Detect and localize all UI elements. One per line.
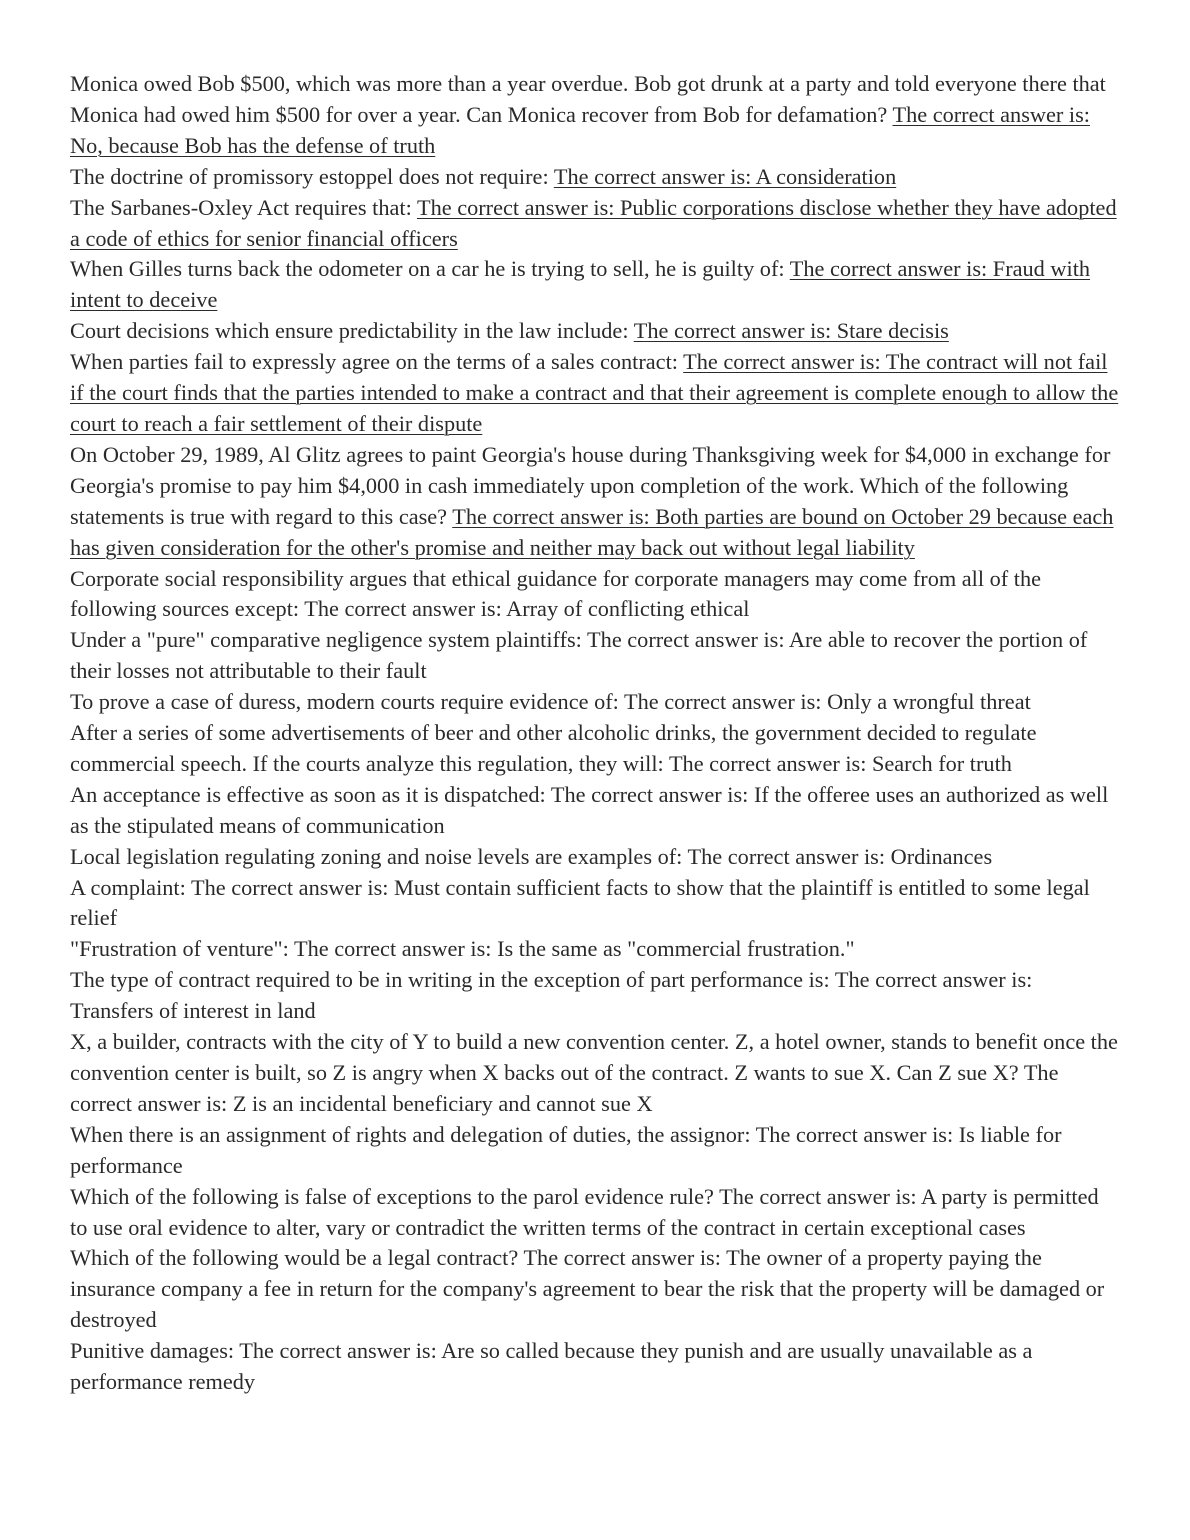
question-text: When parties fail to expressly agree on the terms of a sales contract: [70, 349, 678, 375]
answer-text: The correct answer is: Are able to recover the portion of their losses not attributable to their fault [70, 627, 1088, 684]
question-text: When Gilles turns back the odometer on a car he is trying to sell, he is guilty of: [70, 256, 785, 282]
qa-item-3 [70, 193, 1120, 255]
qa-item-17 [70, 1027, 1120, 1120]
question-text: Local legislation regulating zoning and noise levels are examples of: [70, 843, 683, 869]
qa-item-13 [70, 842, 1120, 873]
question-text: An acceptance is effective as soon as it is dispatched: [70, 781, 546, 807]
qa-item-12 [70, 780, 1120, 842]
qa-item-20 [70, 1243, 1120, 1336]
question-text: When there is an assignment of rights and delegation of duties, the assignor: [70, 1121, 751, 1147]
answer-text: The correct answer is: Z is an incidental beneficiary and cannot sue X [70, 1060, 1059, 1116]
answer-text: The correct answer is: If the offeree uses an authorized as well as the stipulated means of communication [70, 781, 1109, 838]
question-text: Which of the following is false of exceptions to the parol evidence rule? [70, 1183, 714, 1209]
answer-text: The correct answer is: Ordinances [687, 843, 993, 869]
qa-item-15 [70, 934, 1120, 965]
qa-item-7 [70, 440, 1120, 564]
answer-text: The correct answer is: Public corporations disclose whether they have adopted a code of ethics for senior financial officers [70, 194, 1117, 251]
question-text: The type of contract required to be in writing in the exception of part performance is: [70, 967, 830, 993]
answer-text: The correct answer is: Must contain sufficient facts to show that the plaintiff is entitled to some legal relief [70, 874, 1090, 931]
qa-item-4 [70, 254, 1120, 316]
question-text: A complaint: [70, 874, 186, 900]
answer-text: The correct answer is: Transfers of interest in land [70, 967, 1033, 1024]
qa-item-6 [70, 347, 1120, 440]
answer-text: The correct answer is: A party is permitted to use oral evidence to alter, vary or contradict the written terms of the contract in certain exceptional cases [70, 1183, 1099, 1240]
question-text: After a series of some advertisements of beer and other alcoholic drinks, the government decided to regulate commercial speech. If the courts analyze this regulation, they will: [70, 720, 1037, 776]
answer-text: The correct answer is: Is liable for performance [70, 1121, 1062, 1178]
question-text: "Frustration of venture": [70, 936, 289, 962]
qa-item-8 [70, 564, 1120, 626]
answer-text: The correct answer is: Only a wrongful threat [624, 689, 1031, 715]
answer-text: The correct answer is: Are so called because they punish and are usually unavailable as a performance remedy [70, 1338, 1033, 1395]
question-text: Monica owed Bob $500, which was more than a year overdue. Bob got drunk at a party and told everyone there that Monica had owed him $500 for over a year. Can Monica recover from Bob for defamation? [70, 71, 1106, 127]
question-text: On October 29, 1989, Al Glitz agrees to paint Georgia's house during Thanksgiving week for $4,000 in exchange for Georgia's promise to pay him $4,000 in cash immediately upon completion of the work. Which of the following statements is true with regard to this case? [70, 441, 1111, 529]
answer-text: The correct answer is: The contract will not fail if the court finds that the parties intended to make a contract and that their agreement is complete enough to allow the court to reach a fair settlement of their dispute [70, 349, 1119, 436]
qa-item-11 [70, 718, 1120, 780]
answer-text: The correct answer is: Fraud with intent to deceive [70, 256, 1091, 313]
qa-item-16 [70, 965, 1120, 1027]
question-text: To prove a case of duress, modern courts require evidence of: [70, 689, 619, 715]
answer-text: The correct answer is: Is the same as "commercial frustration." [294, 936, 855, 962]
answer-text: The correct answer is: Both parties are bound on October 29 because each has given consideration for the other's promise and neither may back out without legal liability [70, 503, 1114, 560]
question-text: Corporate social responsibility argues that ethical guidance for corporate managers may come from all of the following sources except: [70, 565, 1042, 622]
question-text: X, a builder, contracts with the city of Y to build a new convention center. Z, a hotel owner, stands to benefit once the convention center is built, so Z is angry when X backs out of the contract. Z wants to sue X. Can Z sue X? [70, 1029, 1118, 1085]
answer-text: The correct answer is: Array of conflicting ethical [304, 596, 750, 622]
answer-text: The correct answer is: No, because Bob has the defense of truth [70, 101, 1090, 158]
question-text: Under a "pure" comparative negligence system plaintiffs: [70, 627, 582, 653]
qa-item-5 [70, 316, 1120, 347]
qa-item-2 [70, 162, 1120, 193]
answer-text: The correct answer is: A consideration [553, 163, 897, 189]
answer-text: The correct answer is: Stare decisis [633, 318, 949, 344]
question-text: The doctrine of promissory estoppel does not require: [70, 163, 549, 189]
question-text: Court decisions which ensure predictability in the law include: [70, 318, 629, 344]
qa-item-18 [70, 1120, 1120, 1182]
qa-item-1 [70, 69, 1120, 162]
qa-item-10 [70, 687, 1120, 718]
qa-item-19 [70, 1182, 1120, 1244]
qa-item-9 [70, 625, 1120, 687]
qa-item-14 [70, 873, 1120, 935]
question-text: Punitive damages: [70, 1338, 235, 1364]
question-text: Which of the following would be a legal contract? [70, 1245, 519, 1271]
qa-item-21 [70, 1336, 1120, 1398]
answer-text: The correct answer is: The owner of a property paying the insurance company a fee in return for the company's agreement to bear the risk that the property will be damaged or destroyed [70, 1245, 1105, 1333]
question-text: The Sarbanes-Oxley Act requires that: [70, 194, 412, 220]
answer-text: The correct answer is: Search for truth [668, 750, 1012, 776]
